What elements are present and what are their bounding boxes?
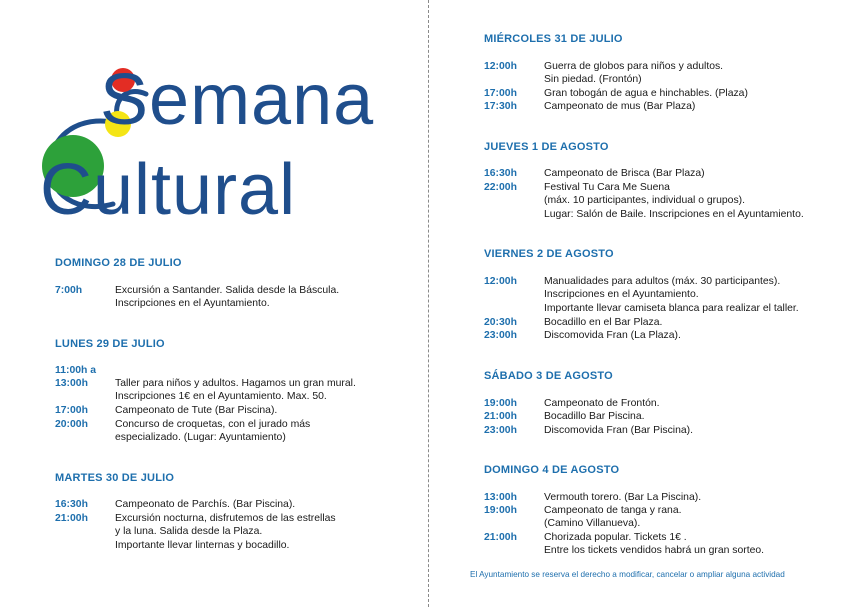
event-desc: Vermouth torero. (Bar La Piscina). — [544, 492, 702, 503]
event-item — [484, 491, 854, 505]
event-item — [484, 100, 854, 114]
event-item — [484, 329, 854, 343]
right-page — [430, 0, 858, 607]
event-item — [55, 498, 415, 512]
event-desc: Discomovida Fran (Bar Piscina). — [544, 425, 693, 436]
event-desc: Concurso de croquetas, con el jurado más especializado. (Lugar: Ayuntamiento) — [115, 419, 311, 444]
event-time: 20:00h — [55, 419, 88, 430]
event-item — [484, 410, 854, 424]
event-time: 12:00h — [484, 276, 517, 287]
event-desc: Taller para niños y adultos. Hagamos un gran mural. Inscripciones 1€ en el Ayuntamiento. Max. 50. — [115, 378, 356, 403]
event-item — [55, 418, 415, 446]
event-desc: Manualidades para adultos (máx. 30 participantes). Inscripciones en el Ayuntamiento. Importante llevar camiseta blanca para realizar el taller. — [544, 276, 799, 314]
day-heading: MIÉRCOLES 31 DE JULIO — [484, 33, 623, 45]
event-desc: Chorizada popular. Tickets 1€ . Entre los tickets vendidos habrá un gran sorteo. — [544, 532, 765, 557]
event-time: 17:00h — [484, 88, 517, 99]
event-time: 21:00h — [484, 532, 517, 543]
semana-cultural-logo — [28, 54, 408, 224]
event-desc: Gran tobogán de agua e hinchables. (Plaza) — [544, 88, 748, 99]
event-time: 19:00h — [484, 505, 517, 516]
event-time: 16:30h — [55, 499, 88, 510]
event-item — [484, 275, 854, 317]
event-time: 23:00h — [484, 330, 517, 341]
event-time: 21:00h — [55, 513, 88, 524]
day-heading: MARTES 30 DE JULIO — [55, 472, 175, 484]
event-desc: Guerra de globos para niños y adultos. Sin piedad. (Frontón) — [544, 61, 724, 86]
event-desc: Campeonato de mus (Bar Plaza) — [544, 101, 696, 112]
logo-line1: Semana — [100, 60, 375, 140]
event-item — [484, 60, 854, 88]
event-desc: Campeonato de Brisca (Bar Plaza) — [544, 168, 705, 179]
day-heading: LUNES 29 DE JULIO — [55, 338, 165, 350]
event-desc: Bocadillo Bar Piscina. — [544, 411, 645, 422]
event-item — [484, 531, 854, 559]
event-time: 11:00h a — [55, 365, 97, 376]
logo-graphic — [28, 54, 408, 224]
footnote: El Ayuntamiento se reserva el derecho a modificar, cancelar o ampliar alguna actividad — [470, 570, 785, 579]
event-desc: Campeonato de tanga y rana. (Camino Villanueva). — [544, 505, 682, 530]
event-item — [484, 504, 854, 532]
event-item — [484, 181, 854, 223]
event-desc: Discomovida Fran (La Plaza). — [544, 330, 681, 341]
page-fold — [428, 0, 429, 607]
event-item — [55, 404, 415, 418]
event-desc: Excursión a Santander. Salida desde la Báscula. Inscripciones en el Ayuntamiento. — [115, 285, 340, 310]
event-item — [484, 424, 854, 438]
event-item — [484, 397, 854, 411]
event-time: 13:00h — [484, 492, 517, 503]
day-heading: SÁBADO 3 DE AGOSTO — [484, 370, 613, 382]
event-time: 17:00h — [55, 405, 88, 416]
event-item — [55, 364, 415, 378]
day-heading: DOMINGO 4 DE AGOSTO — [484, 464, 620, 476]
event-time: 19:00h — [484, 398, 517, 409]
left-page — [0, 0, 428, 607]
event-item — [484, 316, 854, 330]
event-time: 20:30h — [484, 317, 517, 328]
logo-line2: Cultural — [40, 150, 297, 224]
event-time: 23:00h — [484, 425, 517, 436]
event-item — [484, 87, 854, 101]
event-time: 16:30h — [484, 168, 517, 179]
day-heading: DOMINGO 28 DE JULIO — [55, 257, 182, 269]
event-desc: Campeonato de Parchís. (Bar Piscina). — [115, 499, 296, 510]
event-time: 12:00h — [484, 61, 517, 72]
event-time: 22:00h — [484, 182, 517, 193]
event-desc: Festival Tu Cara Me Suena (máx. 10 participantes, individual o grupos). Lugar: Salón de Baile. Inscripciones en el Ayuntamiento. — [544, 182, 804, 220]
event-time: 7:00h — [55, 285, 83, 296]
event-desc: Campeonato de Frontón. — [544, 398, 660, 409]
event-item — [55, 512, 415, 554]
day-heading: VIERNES 2 DE AGOSTO — [484, 248, 614, 260]
event-desc: Campeonato de Tute (Bar Piscina). — [115, 405, 278, 416]
event-time: 21:00h — [484, 411, 517, 422]
event-time: 13:00h — [55, 378, 88, 389]
event-desc: Excursión nocturna, disfrutemos de las estrellas y la luna. Salida desde la Plaza. Importante llevar linternas y bocadillo. — [115, 513, 336, 551]
event-desc: Bocadillo en el Bar Plaza. — [544, 317, 663, 328]
event-item — [484, 167, 854, 181]
day-heading: JUEVES 1 DE AGOSTO — [484, 141, 609, 153]
event-item — [55, 284, 415, 312]
event-time: 17:30h — [484, 101, 517, 112]
event-item — [55, 377, 415, 405]
